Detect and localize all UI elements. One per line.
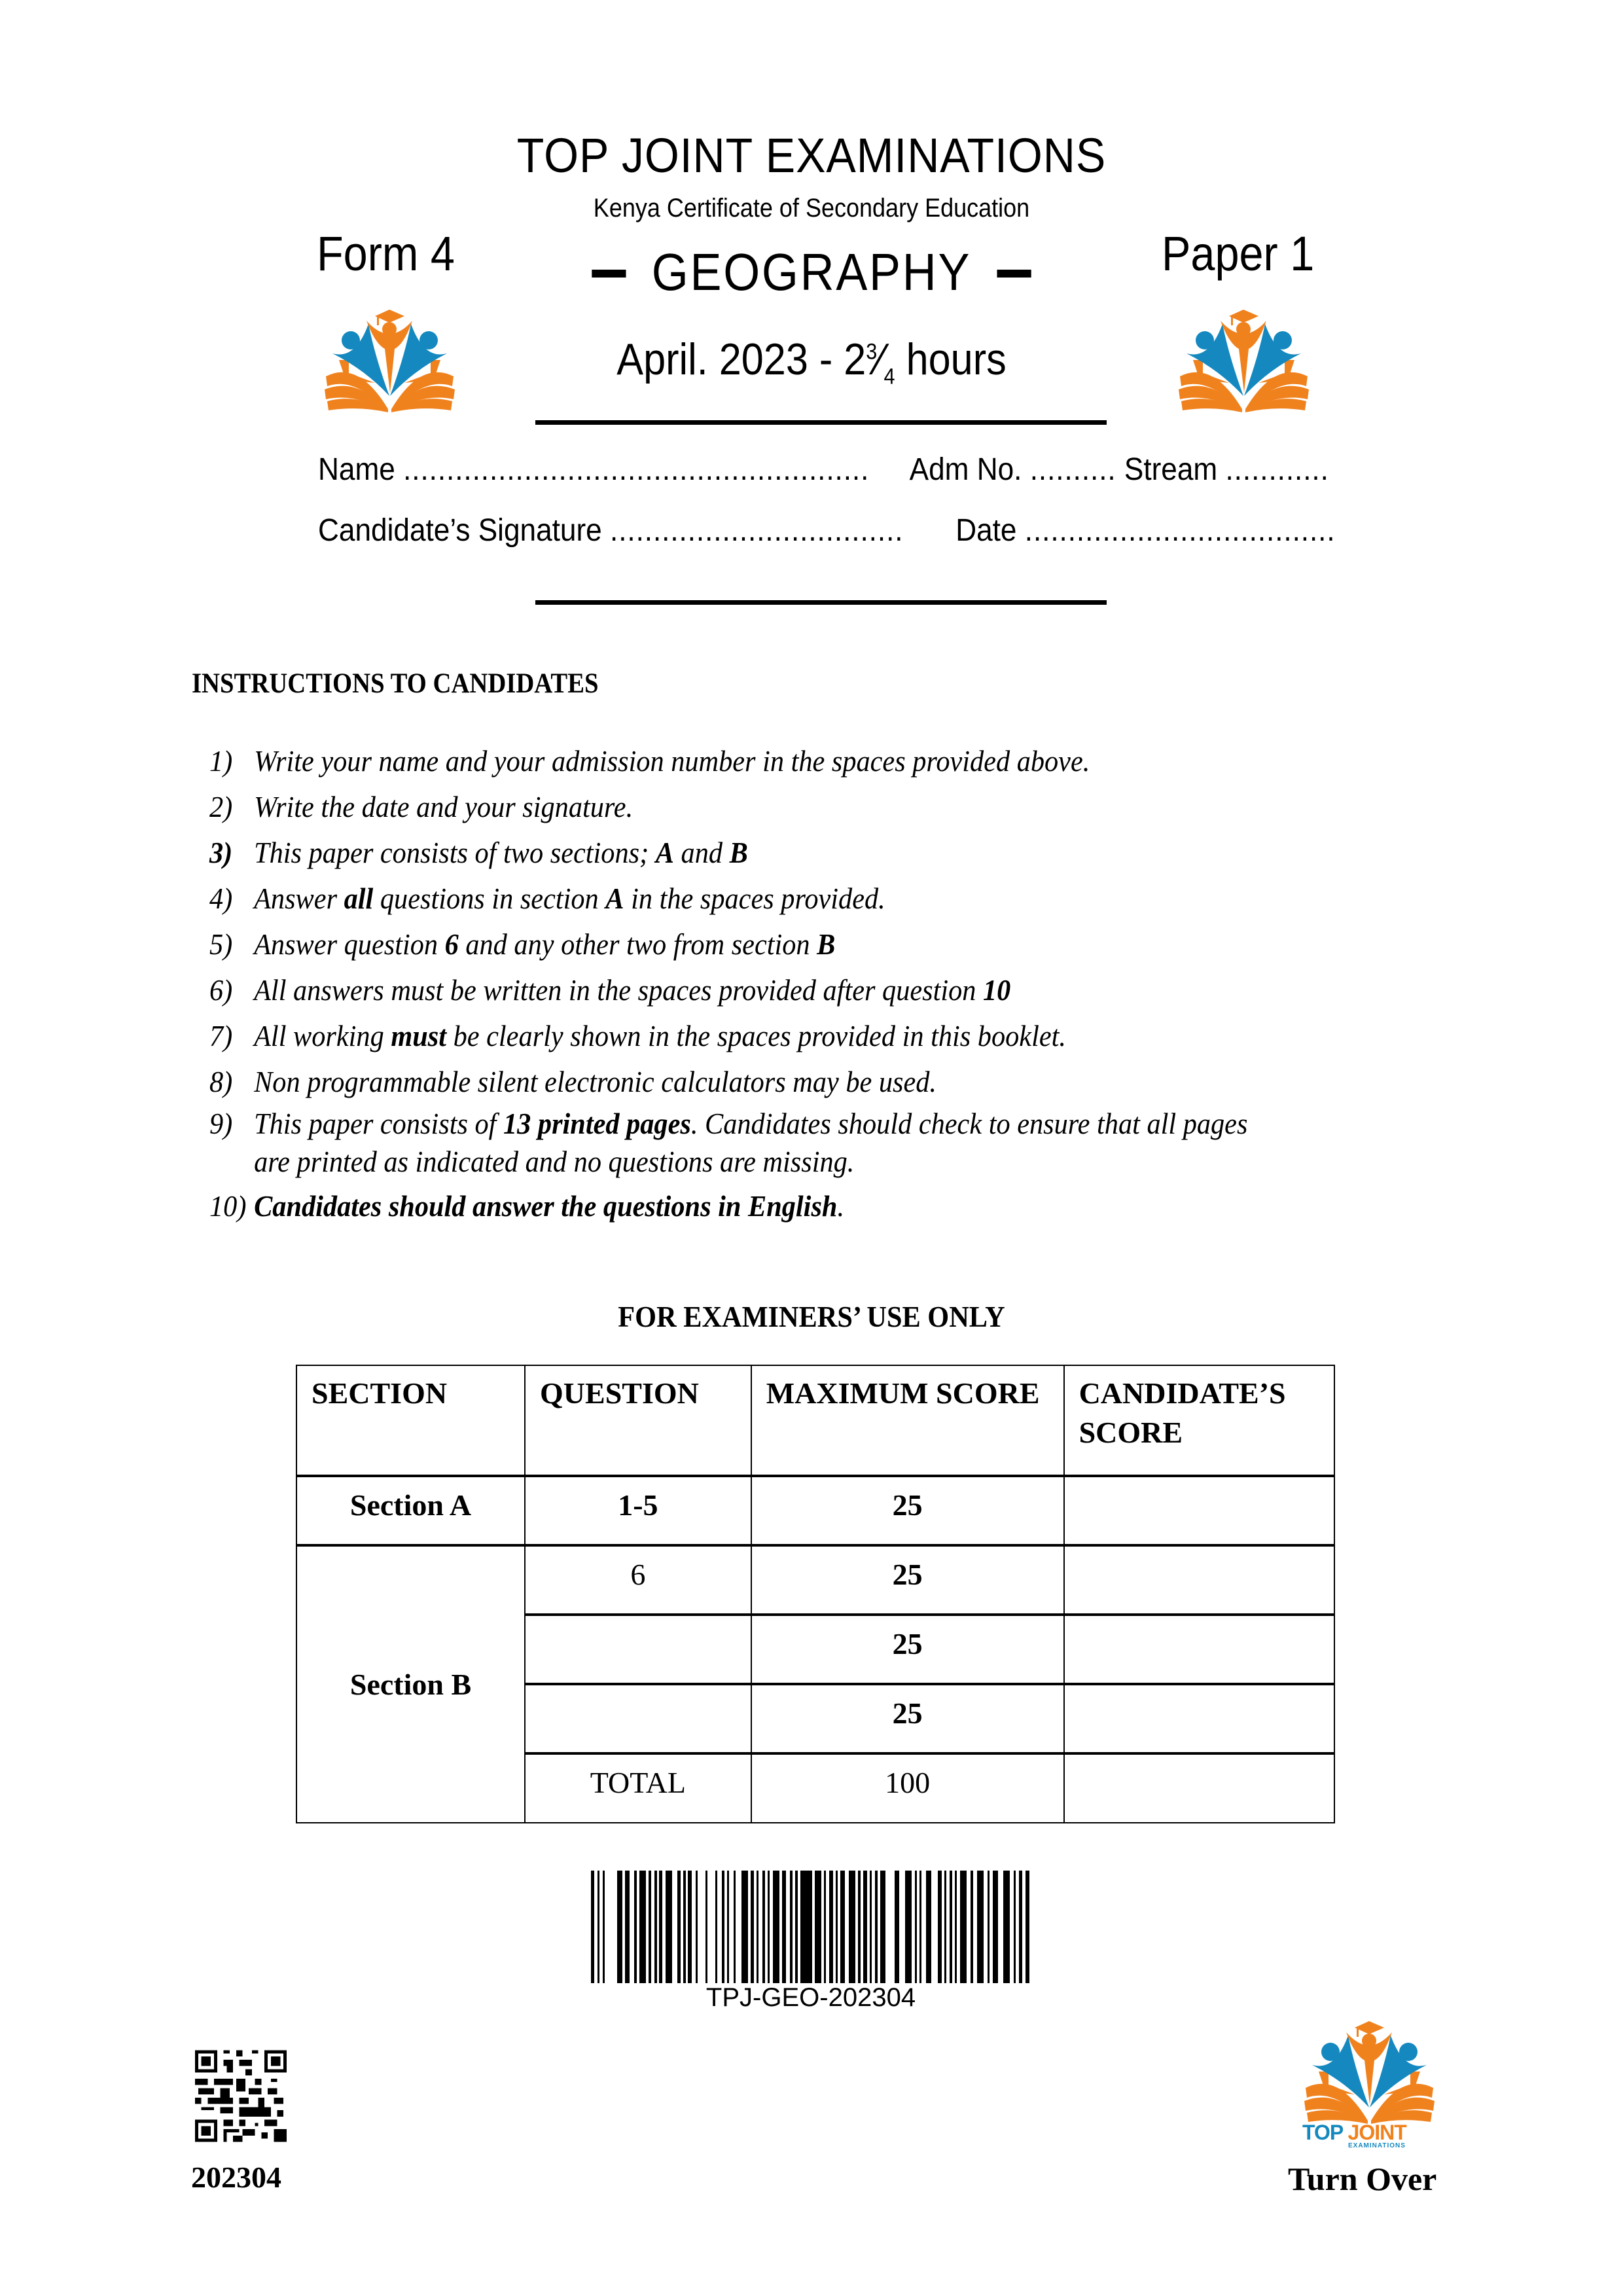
date-field[interactable]: .................................... [1024, 513, 1336, 548]
max-score-cell: 25 [751, 1476, 1064, 1545]
signature-label: Candidate’s Signature [318, 513, 602, 548]
graduate-book-logo-icon [1173, 298, 1314, 412]
section-cell: Section B [296, 1545, 525, 1823]
candidate-info-row-1 [318, 452, 1329, 488]
instruction-item: 10) Candidates should answer the questions in English. [209, 1189, 845, 1223]
brand-joint: JOINT [1347, 2121, 1406, 2144]
total-max-score-cell: 100 [751, 1753, 1064, 1823]
instruction-item: 5) Answer question 6 and any other two from section B [209, 927, 836, 961]
instruction-item: 9) This paper consists of 13 printed pages. Candidates should check to ensure that all pages are printed as indicated and no questions are missing. [209, 1107, 1248, 1178]
max-score-cell: 25 [751, 1615, 1064, 1684]
instruction-item: 3) This paper consists of two sections; A and B [209, 836, 748, 869]
table-row [296, 1545, 1334, 1615]
certificate-subtitle: Kenya Certificate of Secondary Education [593, 194, 1030, 223]
brand-top: TOP [1302, 2121, 1343, 2144]
instructions-heading: INSTRUCTIONS TO CANDIDATES [192, 668, 599, 699]
question-cell [525, 1615, 751, 1684]
fraction-numerator: 3 [866, 339, 878, 365]
question-cell: 6 [525, 1545, 751, 1615]
name-field[interactable]: ...................................................... [403, 452, 870, 487]
column-header-section: SECTION [296, 1365, 525, 1476]
dash-left [592, 270, 626, 278]
table-row [296, 1476, 1334, 1545]
exam-date: April. 2023 - 2 [616, 334, 866, 384]
column-header-candidate-score: CANDIDATE’S SCORE [1064, 1365, 1334, 1476]
date-label: Date [955, 513, 1017, 548]
paper-label: Paper 1 [1162, 226, 1315, 281]
paper-code: 202304 [191, 2161, 281, 2194]
instruction-item: 8) Non programmable silent electronic calculators may be used. [209, 1065, 937, 1098]
duration-unit: hours [895, 334, 1007, 384]
instruction-item: 4) Answer all questions in section A in the spaces provided. [209, 882, 885, 915]
brand-sub: EXAMINATIONS [1348, 2142, 1406, 2149]
instruction-item: 1) Write your name and your admission number in the spaces provided above. [209, 744, 1090, 778]
brand-wordmark [1302, 2121, 1440, 2149]
column-header-question: QUESTION [525, 1365, 751, 1476]
header-divider-bottom [535, 600, 1107, 605]
column-header-max-score: MAXIMUM SCORE [751, 1365, 1064, 1476]
dash-right [997, 270, 1031, 278]
section-cell: Section A [296, 1476, 525, 1545]
max-score-cell: 25 [751, 1545, 1064, 1615]
barcode-label: TPJ-GEO-202304 [705, 1983, 916, 2012]
instruction-item: 2) Write the date and your signature. [209, 790, 633, 823]
signature-field[interactable]: .................................. [610, 513, 904, 548]
candidate-info-row-2 [318, 512, 1336, 548]
subject-name: GEOGRAPHY [651, 243, 972, 301]
name-label: Name [318, 452, 395, 487]
adm-no-field[interactable]: .......... [1029, 452, 1116, 487]
total-label-cell: TOTAL [525, 1753, 751, 1823]
candidate-score-cell[interactable] [1064, 1684, 1334, 1753]
stream-label: Stream [1124, 452, 1218, 487]
instruction-item: 7) All working must be clearly shown in the spaces provided in this booklet. [209, 1019, 1066, 1052]
barcode-icon [591, 1871, 1031, 1983]
examiners-use-heading: FOR EXAMINERS’ USE ONLY [618, 1300, 1005, 1333]
adm-no-label: Adm No. [909, 452, 1022, 487]
score-table [296, 1365, 1335, 1823]
candidate-score-cell[interactable] [1064, 1615, 1334, 1684]
question-cell [525, 1684, 751, 1753]
instruction-item: 6) All answers must be written in the spaces provided after question 10 [209, 973, 1011, 1007]
organization-title: TOP JOINT EXAMINATIONS [516, 128, 1107, 183]
turn-over-label: Turn Over [1288, 2161, 1437, 2197]
max-score-cell: 25 [751, 1684, 1064, 1753]
subject-title [81, 242, 1542, 302]
table-header-row [296, 1365, 1334, 1476]
stream-field[interactable]: ............ [1225, 452, 1329, 487]
total-candidate-score-cell[interactable] [1064, 1753, 1334, 1823]
graduate-book-logo-icon [319, 298, 460, 412]
exam-date-duration: April. $2023 - 2^3⁄_4$ hours [616, 334, 1007, 389]
candidate-score-cell[interactable] [1064, 1476, 1334, 1545]
question-cell: 1-5 [525, 1476, 751, 1545]
instructions-list [209, 738, 1453, 1229]
graduate-book-logo-icon [1299, 2009, 1440, 2124]
candidate-score-cell[interactable] [1064, 1545, 1334, 1615]
header-divider-top [535, 420, 1107, 425]
fraction-denominator: 4 [883, 364, 895, 389]
qr-code-icon [195, 2049, 287, 2144]
form-label: Form 4 [317, 226, 455, 281]
